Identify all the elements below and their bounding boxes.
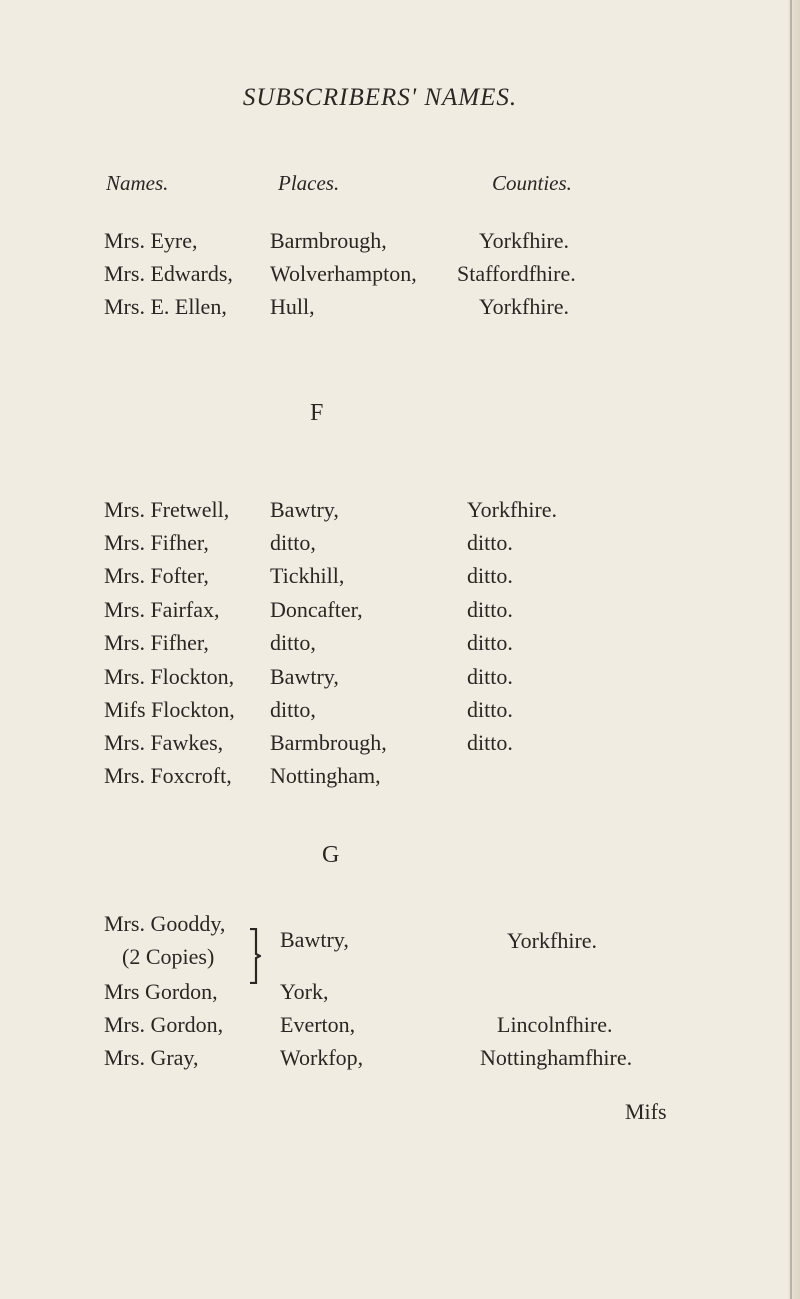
entry-name: Mrs. Gray,: [104, 1045, 199, 1070]
entry-county: Yorkfhire.: [507, 928, 598, 953]
entry-county: ditto.: [467, 730, 513, 755]
entry-name: Mifs Flockton,: [104, 697, 235, 722]
section-letter-g: G: [322, 842, 340, 868]
entry-place: Nottingham,: [270, 763, 381, 788]
names-header: Names.: [106, 171, 169, 195]
brace-icon: [247, 928, 261, 984]
entry-name: Mrs. E. Ellen,: [104, 294, 227, 319]
entry-county: Staffordfhire.: [457, 261, 576, 286]
entry-place: Barmbrough,: [270, 730, 387, 755]
entry-place: Hull,: [270, 294, 315, 319]
entry-county: ditto.: [467, 630, 513, 655]
entry-place: Bawtry,: [270, 664, 339, 689]
entry-place: Barmbrough,: [270, 228, 387, 253]
entry-place: Bawtry,: [280, 927, 349, 952]
entry-place: Workfop,: [280, 1045, 364, 1070]
entry-name: Mrs. Foxcroft,: [104, 763, 232, 788]
entry-county: Yorkfhire.: [479, 294, 570, 319]
entry-county: ditto.: [467, 563, 513, 588]
entry-place: Doncafter,: [270, 597, 363, 622]
entry-name: Mrs. Edwards,: [104, 261, 233, 286]
entry-name: Mrs. Gooddy,: [104, 911, 226, 936]
entry-county: Yorkfhire.: [479, 228, 570, 253]
entry-name: Mrs. Fretwell,: [104, 497, 230, 522]
entry-place: Tickhill,: [270, 563, 345, 588]
entry-place: Everton,: [280, 1012, 356, 1037]
entry-county: Yorkfhire.: [467, 497, 558, 522]
entry-county: ditto.: [467, 697, 513, 722]
entry-name: Mrs. Fairfax,: [104, 597, 220, 622]
entry-name-note: (2 Copies): [122, 944, 215, 969]
entry-name: Mrs. Fofter,: [104, 563, 209, 588]
entry-place: Bawtry,: [270, 497, 339, 522]
entry-name: Mrs Gordon,: [104, 979, 218, 1004]
page-title: SUBSCRIBERS' NAMES.: [242, 84, 518, 111]
places-header: Places.: [278, 171, 340, 195]
entry-county: Nottinghamfhire.: [480, 1045, 633, 1070]
entry-name: Mrs. Fawkes,: [104, 730, 224, 755]
entry-county: ditto.: [467, 597, 513, 622]
entry-county: Lincolnfhire.: [497, 1012, 613, 1037]
entry-name: Mrs. Eyre,: [104, 228, 198, 253]
page-edge-line: [790, 0, 792, 1299]
entry-name: Mrs. Gordon,: [104, 1012, 224, 1037]
entry-place: ditto,: [270, 697, 316, 722]
entry-place: Wolverhampton,: [270, 261, 417, 286]
counties-header: Counties.: [492, 171, 572, 195]
entry-place: ditto,: [270, 630, 316, 655]
section-letter-f: F: [310, 400, 324, 426]
entry-place: ditto,: [270, 530, 316, 555]
entry-county: ditto.: [467, 530, 513, 555]
entry-name: Mrs. Fifher,: [104, 630, 209, 655]
entry-name: Mrs. Flockton,: [104, 664, 235, 689]
catchword: Mifs: [625, 1099, 667, 1124]
entry-place: York,: [280, 979, 329, 1004]
entry-name: Mrs. Fifher,: [104, 530, 209, 555]
entry-county: ditto.: [467, 664, 513, 689]
